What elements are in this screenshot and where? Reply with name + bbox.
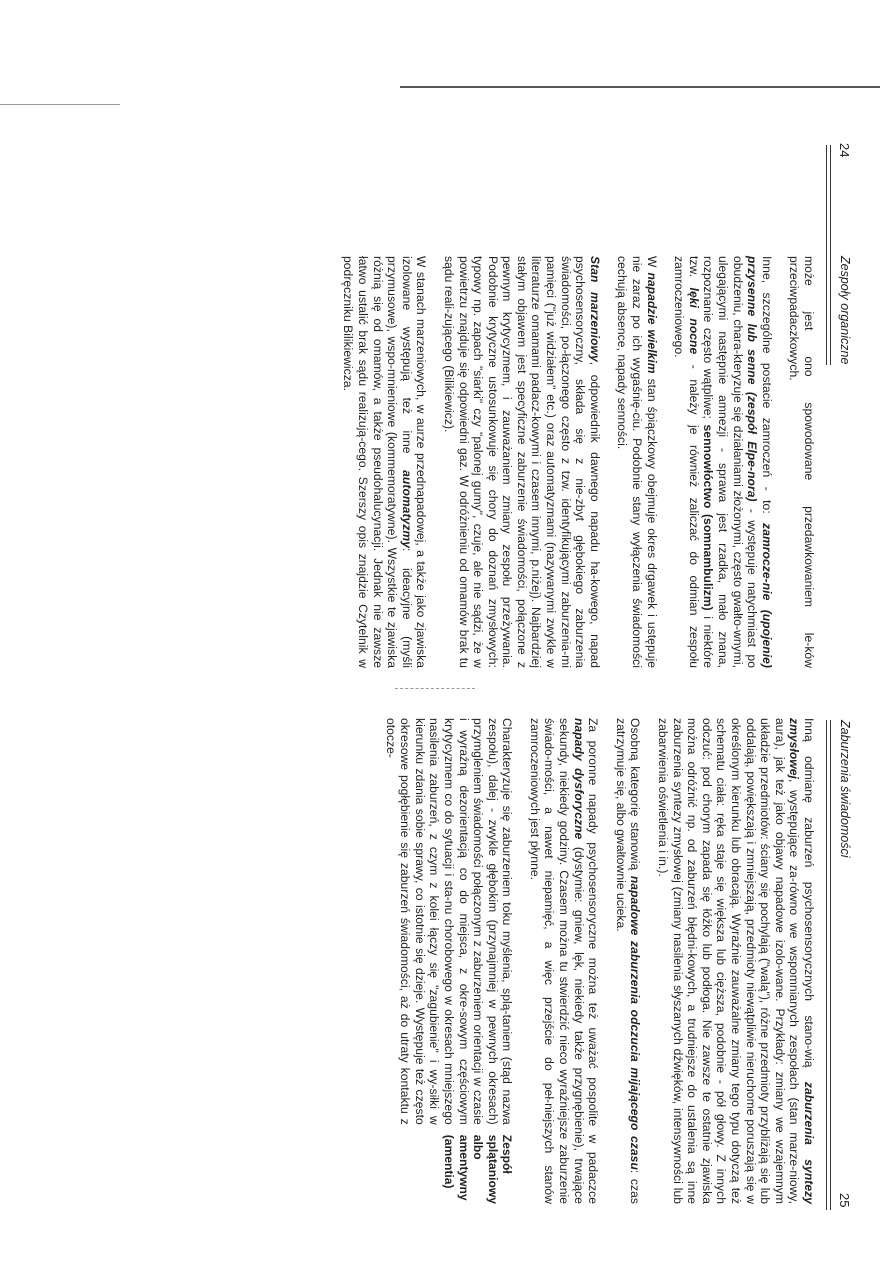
- right-page-paragraph-final: Charakteryzuje się zaburzeniem toku myślenia, splą-taniem (stąd nazwa zespołu), dalej - zwykle głębokim (przynajmniej w pewnych okresach) przymgleniem świadomości połączonym z zaburzeniem orientacji w czasie i wyraźną dezorientacją co do miejsca, z okre-sowym częściowym krytycyzmem co do sytuacji i sta-nu chorobowego w okresach mniejszego nasilenia zaburzeń, z czym z kolei łączy się "zagubienie" i wy-siłki w kierunku zdania sobie sprawy, co istotnie się dzieje. Występuje też często okresowe pogłębienie się zaburzeń świadomości, aż do utraty kontaktu z otocze-: [383, 718, 515, 1125]
- left-page-paragraph-1: może jest ono spowodowane przedawkowaniem le-ków przeciwpadaczkowych.: [787, 256, 816, 668]
- left-page-text: [328, 256, 816, 668]
- left-page-paragraph-4: Stan marzeniowy, odpowiednik dawnego napadu ha-kowego, napad psychosensoryczny, składa się z nie-zbyt głębokiego zaburzenia świadomości, po-łączonego często z tzw. identyfikującymi zaburzenia-mi pamięci ("już widziałem" etc.) oraz automatyzmami (nazywanymi zwykle w literaturze omamami padacz-kowymi i czasem innymi, p.niżej). Najbardziej stałym objawem jest specyficzne zaburzenie świadomości, połączone z pewnym krytycyzmem, i zauważaniem zmiany zespołu przeżywania. Podobnie krytyczne ustosunkowuje się chory do doznań zmysłowych: typowy np. zapach "siarki" czy "palonej gumy", czuje, ale nie sądzi, że w powietrzu znajduje się odpowiedni gaz. W odróżnieniu od omamów brak tu sądu reali-zującego (Bilikiewicz).: [441, 256, 602, 668]
- side-heading-line: (amentia): [441, 1134, 456, 1189]
- right-page-paragraph-1: Inną odmianę zaburzeń psychosensorycznych stano-wią zaburzenia syntezy zmysłowej, występujące za-równo we wspomnianych zespołach (stan marze-niowy, aura), jak też jako objawy napadowe izolo-wane. Przykłady: zmiany we wzajemnym układzie przedmiotów: ściany się pochylają ("walą"), różne przedmioty przybliżają się lub oddalają, powiększają i zmniejszają, przedmioty niewątpliwie nieruchome poruszają się w określonym kierunku lub obracają. Wyraźnie zauważalne zmiany tego typu dotyczą też schematu ciała: ręka staje się większa lub cięższa, podobnie - pół głowy. Z innych odczuć: pod chorym zapada się łóżko lub podłoga. Nie zawsze te ostatnie zjawiska można odróżnić np. od zaburzeń błędni-kowych, a trudniejsze do ustalenia są inne zaburzenia syntezy zmysłowej (zmiany nasilenia słyszanych dźwięków, intensywności lub zabarwienia oświetlenia i in.).: [656, 718, 816, 1204]
- header-rule-left-page-2: [826, 145, 827, 365]
- right-page-paragraph-2: Osobną kategorię stanowią napadowe zaburzenia odczucia mijającego czasu: czas zatrzymuje się, albo gwałtownie ucieka.: [613, 718, 643, 1204]
- side-heading-line: amentywny: [456, 1134, 471, 1201]
- running-header-right: Zaburzenia świadomości: [838, 720, 852, 858]
- left-page-paragraph-5: W stanach marzeniowych, w aurze przednapadowej, a także jako zjawiska izolowane występują też inne automatyzmy: ideacyjne (myśli przymusowe), wspo-mnieniowe (kommemoratywne). Wszystkie te zjawiska różnią się od omamów, a także pseudohalucynacji. Jednak nie zawsze łatwo ustalić brak sądu realizują-cego. Szerszy opis znajdzie Czytelnik w podręczniku Bilikiewicza.: [341, 256, 429, 668]
- header-rule-left-page: [830, 145, 831, 365]
- header-rule-right-page: [826, 720, 827, 1210]
- running-header-left: Zespoły organiczne: [838, 256, 852, 365]
- section-zespol-splataniowy: [370, 718, 514, 1204]
- side-heading-line: Zespół: [500, 1134, 515, 1174]
- side-heading-zespol-splataniowy: [370, 1135, 514, 1204]
- scan-artifact-line: [0, 104, 120, 105]
- page-number-right: 25: [837, 1193, 852, 1208]
- left-page-paragraph-2: Inne, szczególne postacie zamroczeń - to: zamrocze-nie (upojenie) przysenne lub senne (zespół Elpe-nora) - występuje natychmiast po obudzeniu, chara-kteryzuje się działaniami złożonymi, często gwałto-wnymi, ulegającymi następnie amnezji - sprawa jest rzadka, mało znana, rozpoznanie często wątpliwe; sennowłóctwo (somnambulizm) i niektóre tzw. lęki nocne - należy je również zaliczać do odmian zespołu zamroczeniowego.: [672, 256, 774, 669]
- page-number-left: 24: [837, 143, 852, 158]
- left-page-paragraph-3: W napadzie wielkim stan śpiączkowy obejmuje okres drgawek i ustępuje nie zaraz po ich wygaśnię-ciu. Podobnie stany wyłączenia świadomości cechują absence, napady senności.: [615, 256, 659, 669]
- scan-top-edge: [400, 86, 880, 88]
- side-heading-line: splątaniowy: [485, 1134, 500, 1204]
- right-page-paragraph-3: Za poronne napady psychosensoryczne można też uważać pospolite w padaczce napady dysforyczne (dystymie: gniew, lęk, niekiedy także przygnębienie), trwające sekundy, niekiedy godziny. Czasem można tu stwierdzić nieco wyraźniejsze zaburzenie świado-mości, a nawet niepamięć, a więc przejście do peł-niejszych stanów zamroczeniowych jest płynne.: [527, 718, 601, 1204]
- header-rule-right-page-2: [830, 720, 831, 1210]
- right-page-text: [370, 718, 816, 1204]
- page-fold-mark: [395, 688, 475, 689]
- side-heading-line: albo: [471, 1134, 486, 1160]
